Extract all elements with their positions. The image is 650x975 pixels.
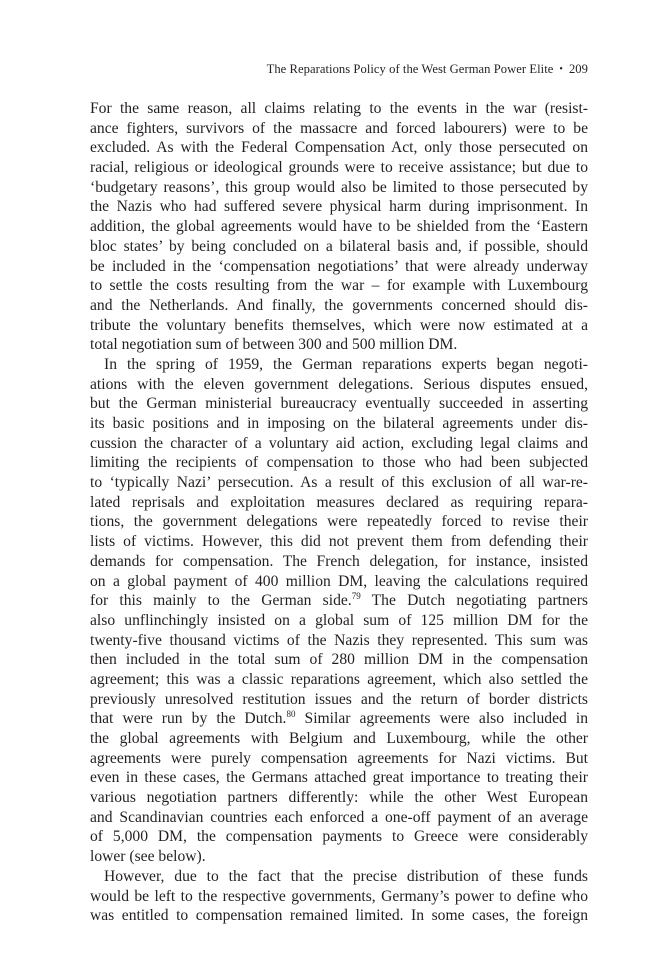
text-line: addition, the global agreements would have to be shielded from the ‘Eastern [90,218,588,236]
text-line: but the German ministerial bureaucracy eventually succeeded in asserting [90,395,588,413]
text-line: its basic positions and in imposing on the bilateral agreements under dis- [90,415,588,432]
text-line: previously unresolved restitution issues and the return of border districts [90,690,588,708]
running-head [90,62,588,77]
text-line: ‘budgetary reasons’, this group would also be limited to those persecuted by [90,178,588,196]
text-line: tions, the government delegations were repeatedly forced to revise their [90,513,588,531]
text-line: to ‘typically Nazi’ persecution. As a result of this exclusion of all war-re- [90,474,588,492]
text-line: In the spring of 1959, the German reparations experts began negoti- [104,355,588,373]
text-line: the Nazis who had suffered severe physical harm during imprisonment. In [90,198,588,216]
text-line: that were run by the Dutch.$^{80}$ Similar agreements were also included in [90,709,588,728]
text-line: For the same reason, all claims relating to the events in the war (resist- [90,100,588,117]
text-line: the global agreements with Belgium and Luxembourg, while the other [90,730,588,747]
text-line: excluded. As with the Federal Compensation Act, only those persecuted on [90,139,588,157]
text-line: racial, religious or ideological grounds were to receive assistance; but due to [90,159,588,177]
running-title: The Reparations Policy of the West German Power Elite [266,62,554,76]
text-line: ance fighters, survivors of the massacre and forced labourers) were to be [90,119,588,137]
text-line: also unflinchingly insisted on a global sum of 125 million DM for the [90,611,588,629]
text-line: demands for compensation. The French delegation, for instance, insisted [90,552,588,570]
text-line: would be left to the respective governments, Germany’s power to define who [90,887,588,905]
text-line: lower (see below). [90,848,206,866]
text-line: then included in the total sum of 280 million DM in the compensation [90,651,588,669]
text-line: agreement; this was a classic reparations agreement, which also settled the [90,670,588,688]
text-line: agreements were purely compensation agreements for Nazi victims. But [90,749,588,767]
text-line: and Scandinavian countries each enforced a one-off payment of an average [90,808,588,826]
paragraph [90,99,588,355]
paragraph [90,355,588,867]
text-line: However, due to the fact that the precise distribution of these funds [104,867,588,885]
text-line: lated reprisals and exploitation measures declared as requiring repara- [90,493,588,511]
paragraph [90,867,588,926]
bullet-separator: • [559,64,563,75]
text-line: lists of victims. However, this did not prevent them from defending their [90,533,588,551]
text-line: to settle the costs resulting from the war – for example with Luxembourg [90,277,588,295]
footnote-marker: 79 [351,591,361,602]
text-line: on a global payment of 400 million DM, leaving the calculations required [90,572,588,590]
text-line: for this mainly to the German side.$^{79}$ The Dutch negotiating partners [90,591,588,610]
text-line: total negotiation sum of between 300 and 500 million DM. [90,336,458,354]
text-line: various negotiation partners differently: while the other West European [90,789,588,807]
footnote-marker: 80 [286,709,296,720]
text-line: ations with the eleven government delegations. Serious disputes ensued, [90,375,588,393]
page-number: 209 [568,62,588,76]
text-line: twenty-five thousand victims of the Nazis they represented. This sum was [90,631,588,649]
text-line: was entitled to compensation remained limited. In some cases, the foreign [90,907,588,925]
text-line: be included in the ‘compensation negotiations’ that were already underway [90,257,588,275]
text-line: of 5,000 DM, the compensation payments to Greece were considerably [90,828,588,846]
text-line: bloc states’ by being concluded on a bilateral basis and, if possible, should [90,237,588,255]
text-line: tribute the voluntary benefits themselves, which were now estimated at a [90,316,588,334]
text-line: cussion the character of a voluntary aid action, excluding legal claims and [90,434,588,452]
body-text [90,99,588,926]
text-line: limiting the recipients of compensation to those who had been subjected [90,454,588,472]
text-line: even in these cases, the Germans attached great importance to treating their [90,769,588,787]
text-line: and the Netherlands. And finally, the governments concerned should dis- [90,296,588,314]
